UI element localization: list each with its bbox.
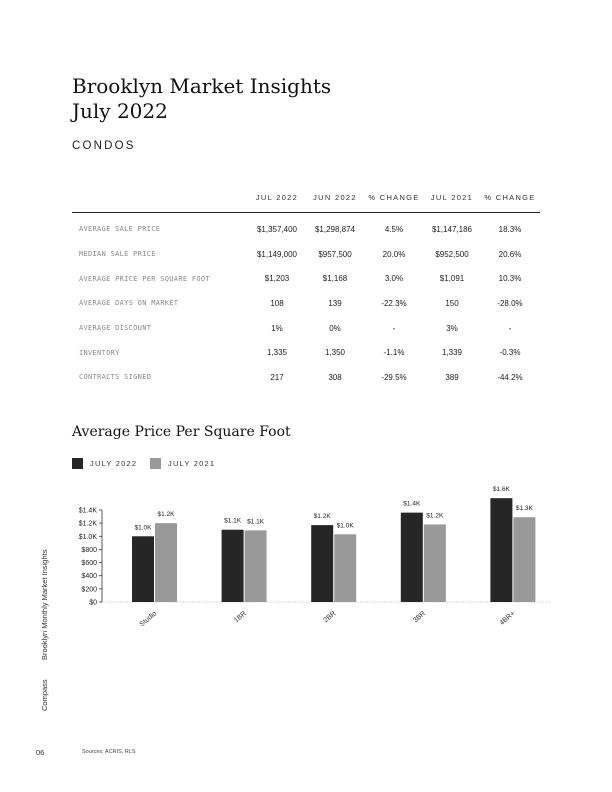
bar-value-label: $1.1K	[224, 517, 242, 525]
table-row	[72, 340, 540, 365]
x-category-label: 4BR+	[498, 610, 517, 627]
metric-value-jun2022: $957,500	[318, 249, 352, 259]
metric-value-jul2022: 1,335	[266, 348, 288, 358]
bar-july-2022	[222, 530, 244, 602]
y-tick-label: $800	[81, 546, 97, 554]
table-row	[72, 365, 540, 390]
column-header-jul-2021: JUL 2021	[430, 193, 474, 202]
metric-label: AVERAGE DISCOUNT	[79, 324, 152, 333]
bar-value-label: $1.2K	[313, 513, 331, 521]
table-row	[72, 291, 540, 316]
column-header-yoy-change: % CHANGE	[484, 193, 536, 202]
metric-label: AVERAGE SALE PRICE	[79, 225, 161, 234]
bar-july-2021	[155, 523, 177, 602]
bar-value-label: $1.2K	[157, 511, 175, 519]
metric-value-yoy: -44.2%	[497, 372, 523, 382]
bar-value-label: $1.1K	[247, 518, 265, 526]
metric-label: AVERAGE PRICE PER SQUARE FOOT	[79, 274, 210, 283]
table-row	[72, 213, 540, 242]
metric-value-jul2021: 1,339	[441, 348, 463, 358]
title-line-1: Brooklyn Market Insights	[72, 74, 332, 98]
page-title	[72, 74, 331, 124]
metric-value-mom: -29.5%	[381, 372, 407, 382]
metric-value-jun2022: 1,350	[324, 348, 346, 358]
metric-value-jul2022: $1,149,000	[256, 249, 298, 259]
metric-value-mom: -22.3%	[381, 298, 407, 308]
x-category-label: Studio	[138, 610, 159, 629]
chart-title: Average Price Per Square Foot	[72, 424, 291, 440]
bar-july-2021	[334, 534, 356, 602]
bar-value-label: $1.4K	[403, 500, 421, 508]
legend-swatch-july-2021	[150, 458, 161, 469]
metric-value-jul2021: $1,147,186	[431, 224, 473, 234]
property-type-heading: CONDOS	[72, 140, 136, 152]
bar-value-label: $1.3K	[515, 505, 533, 513]
metric-value-jun2022: $1,298,874	[314, 224, 356, 234]
metric-value-yoy: 20.6%	[498, 249, 522, 259]
legend-label-july-2021: JULY 2021	[168, 459, 216, 468]
metric-value-mom: 20.0%	[382, 249, 406, 259]
metric-label: AVERAGE DAYS ON MARKET	[79, 299, 179, 308]
y-tick-label: $0	[89, 599, 97, 607]
table-header-row	[72, 193, 540, 213]
bar-july-2022	[132, 536, 154, 602]
legend-label-july-2022: JULY 2022	[90, 459, 138, 468]
column-header-mom-change: % CHANGE	[368, 193, 420, 202]
metric-value-jul2021: 3%	[446, 323, 458, 333]
bar-july-2022	[311, 525, 333, 602]
price-per-sqft-bar-chart	[60, 475, 560, 635]
table-row	[72, 266, 540, 291]
metric-value-yoy: -28.0%	[497, 298, 523, 308]
table-row	[72, 316, 540, 341]
metric-value-yoy: 10.3%	[498, 274, 522, 284]
y-tick-label: $600	[81, 560, 97, 568]
metric-value-mom: -1.1%	[383, 348, 405, 358]
metric-value-mom: 4.5%	[384, 224, 404, 234]
table-row	[72, 242, 540, 267]
bar-july-2021	[424, 524, 446, 602]
x-category-label: 3BR	[412, 610, 428, 625]
metric-value-jul2022: $1,203	[264, 274, 290, 284]
metric-value-mom: 3.0%	[384, 274, 404, 284]
publication-side-title: Brooklyn Monthly Market Insights	[40, 549, 49, 660]
metric-value-jun2022: 308	[328, 372, 342, 382]
bar-july-2021	[513, 517, 535, 602]
x-category-label: 2BR	[322, 610, 338, 625]
metric-label: INVENTORY	[79, 348, 120, 357]
column-header-jun-2022: JUN 2022	[313, 193, 357, 202]
bar-value-label: $1.0K	[134, 524, 152, 532]
metric-value-jul2021: 150	[445, 298, 459, 308]
y-tick-label: $1.2K	[78, 520, 97, 528]
metric-value-jul2022: $1,357,400	[256, 224, 298, 234]
column-header-jul-2022: JUL 2022	[255, 193, 299, 202]
metric-value-jul2022: 1%	[271, 323, 283, 333]
page-number: 06	[36, 748, 45, 757]
title-line-2: July 2022	[72, 99, 168, 123]
y-tick-label: $1.4K	[78, 507, 97, 515]
y-tick-label: $200	[81, 586, 97, 594]
bar-value-label: $1.0K	[336, 522, 354, 530]
x-category-label: 1BR	[232, 610, 248, 625]
bar-value-label: $1.2K	[426, 512, 444, 520]
brand-name: Compass	[40, 679, 49, 711]
bar-value-label: $1.6K	[492, 486, 510, 494]
column-header-label	[72, 193, 248, 213]
metric-value-jul2021: $952,500	[435, 249, 469, 259]
metric-value-yoy: -0.3%	[499, 348, 521, 358]
metric-label: CONTRACTS SIGNED	[79, 373, 152, 382]
legend-swatch-july-2022	[72, 458, 83, 469]
metric-value-jul2021: 389	[445, 372, 459, 382]
sources-note: Sources: ACRIS, RLS	[82, 749, 136, 755]
metric-value-jun2022: 139	[328, 298, 342, 308]
y-tick-label: $400	[81, 573, 97, 581]
bar-july-2022	[490, 498, 512, 602]
metric-value-jun2022: $1,168	[322, 274, 348, 284]
metric-label: MEDIAN SALE PRICE	[79, 250, 156, 259]
market-stats-table	[72, 193, 540, 390]
metric-value-mom: -	[392, 323, 396, 333]
metric-value-yoy: -	[508, 323, 512, 333]
y-tick-label: $1.0K	[78, 533, 97, 541]
metric-value-jul2021: $1,091	[439, 274, 465, 284]
bar-july-2021	[245, 530, 267, 602]
metric-value-jul2022: 108	[270, 298, 284, 308]
bar-july-2022	[401, 513, 423, 602]
metric-value-yoy: 18.3%	[498, 224, 522, 234]
metric-value-jul2022: 217	[270, 372, 284, 382]
metric-value-jun2022: 0%	[329, 323, 341, 333]
